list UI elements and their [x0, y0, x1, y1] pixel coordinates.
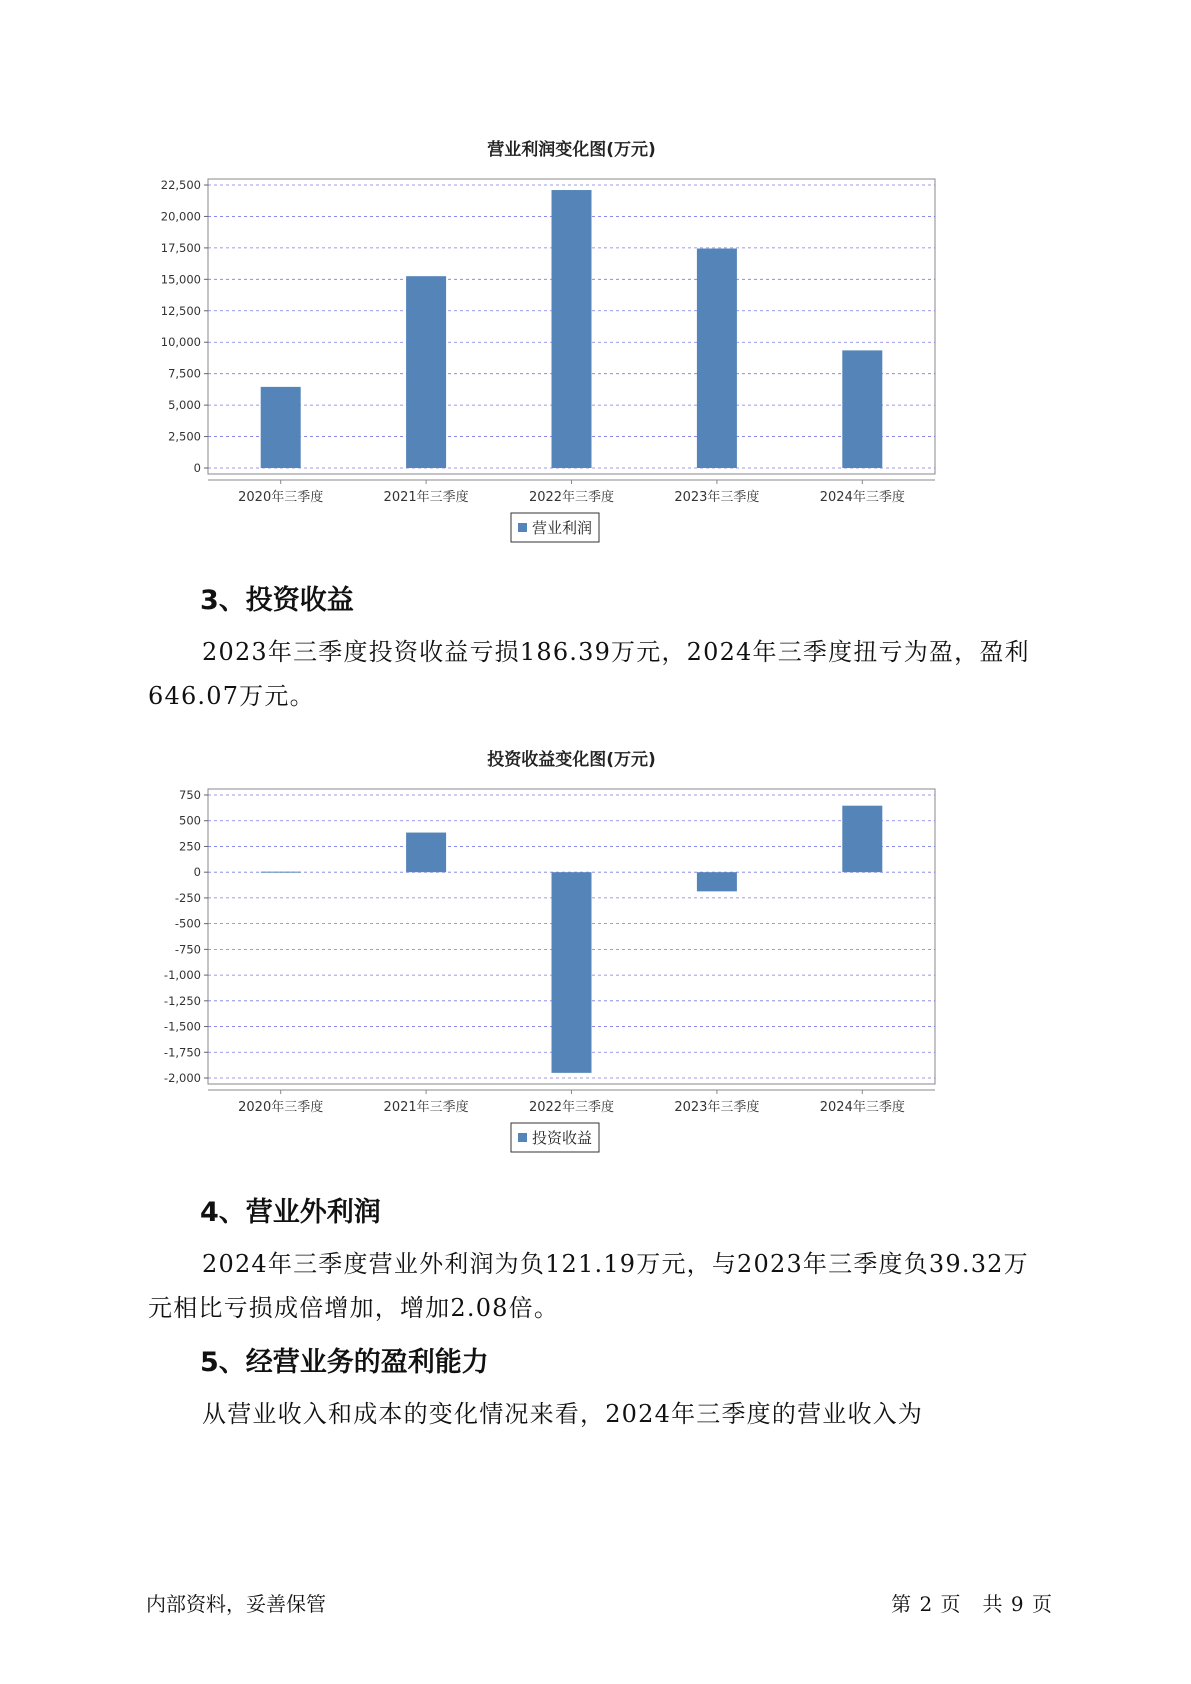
- y-tick-label: 17,500: [160, 240, 201, 255]
- x-tick-label: 2021年三季度: [383, 490, 469, 505]
- operating-profit-chart-svg: [160, 130, 1025, 550]
- y-tick-label: 750: [179, 788, 201, 802]
- y-tick-label: 22,500: [160, 178, 201, 192]
- investment-income-chart: [165, 740, 1025, 1160]
- x-tick-label: 2021年三季度: [383, 1100, 469, 1115]
- y-tick-label: 10,000: [160, 335, 201, 350]
- y-tick-label: 12,500: [160, 303, 201, 318]
- y-tick-label: -1,500: [163, 1019, 201, 1034]
- x-tick-label: 2023年三季度: [674, 490, 760, 505]
- section-3-paragraph: 2023年三季度投资收益亏损186.39万元，2024年三季度扭亏为盈，盈利646.07万元。: [148, 638, 1030, 710]
- investment-income-chart-svg: [165, 740, 1025, 1160]
- y-tick-label: 0: [193, 865, 201, 880]
- legend-swatch: [518, 1133, 527, 1142]
- section-4-heading: 4、营业外利润: [200, 1197, 381, 1228]
- bar: [697, 872, 737, 891]
- bar: [406, 833, 446, 873]
- bar: [842, 350, 882, 468]
- chart-legend: [511, 1123, 599, 1152]
- section-4-paragraph: 2024年三季度营业外利润为负121.19万元，与2023年三季度负39.32万元相比亏损成倍增加，增加2.08倍。: [148, 1250, 1029, 1322]
- operating-profit-chart: [160, 130, 1025, 550]
- x-tick-label: 2020年三季度: [238, 1100, 324, 1115]
- x-tick-label: 2020年三季度: [238, 490, 324, 505]
- footer-confidential-note: 内部资料，妥善保管: [146, 1592, 326, 1616]
- bar: [261, 872, 301, 873]
- x-tick-label: 2022年三季度: [528, 490, 615, 505]
- y-tick-label: 5,000: [168, 398, 201, 413]
- bar: [552, 872, 592, 1073]
- y-tick-label: 0: [193, 461, 201, 475]
- y-tick-label: -2,000: [163, 1071, 201, 1085]
- section-5-heading: 5、经营业务的盈利能力: [200, 1347, 489, 1378]
- legend-label: 营业利润: [532, 519, 593, 537]
- section-5-paragraph: 从营业收入和成本的变化情况来看，2024年三季度的营业收入为: [202, 1400, 924, 1428]
- x-tick-label: 2024年三季度: [819, 1100, 905, 1115]
- footer-page-number: 第 2 页 共 9 页: [891, 1592, 1053, 1616]
- y-tick-label: -500: [174, 916, 201, 931]
- y-tick-label: -1,750: [163, 1045, 201, 1060]
- bar: [697, 249, 737, 468]
- y-tick-label: 15,000: [160, 272, 201, 287]
- x-tick-label: 2023年三季度: [674, 1100, 760, 1115]
- y-tick-label: -1,250: [163, 993, 201, 1008]
- bar: [552, 190, 592, 468]
- y-tick-label: -1,000: [163, 968, 201, 983]
- legend-label: 投资收益: [532, 1129, 593, 1147]
- section-3-heading: 3、投资收益: [200, 585, 354, 616]
- y-tick-label: 250: [179, 839, 201, 854]
- x-tick-label: 2022年三季度: [528, 1100, 615, 1115]
- x-tick-label: 2024年三季度: [819, 490, 905, 505]
- chart-title: 营业利润变化图(万元): [487, 140, 656, 160]
- y-tick-label: -250: [174, 890, 201, 905]
- y-tick-label: -750: [174, 942, 201, 957]
- bar: [261, 387, 301, 468]
- y-tick-label: 500: [179, 813, 201, 828]
- bar: [406, 276, 446, 468]
- legend-swatch: [518, 523, 527, 532]
- chart-title: 投资收益变化图(万元): [487, 750, 656, 770]
- y-tick-label: 2,500: [168, 429, 201, 444]
- y-tick-label: 7,500: [168, 366, 201, 381]
- bar: [842, 806, 882, 872]
- y-tick-label: 20,000: [160, 209, 201, 224]
- chart-legend: [511, 513, 599, 542]
